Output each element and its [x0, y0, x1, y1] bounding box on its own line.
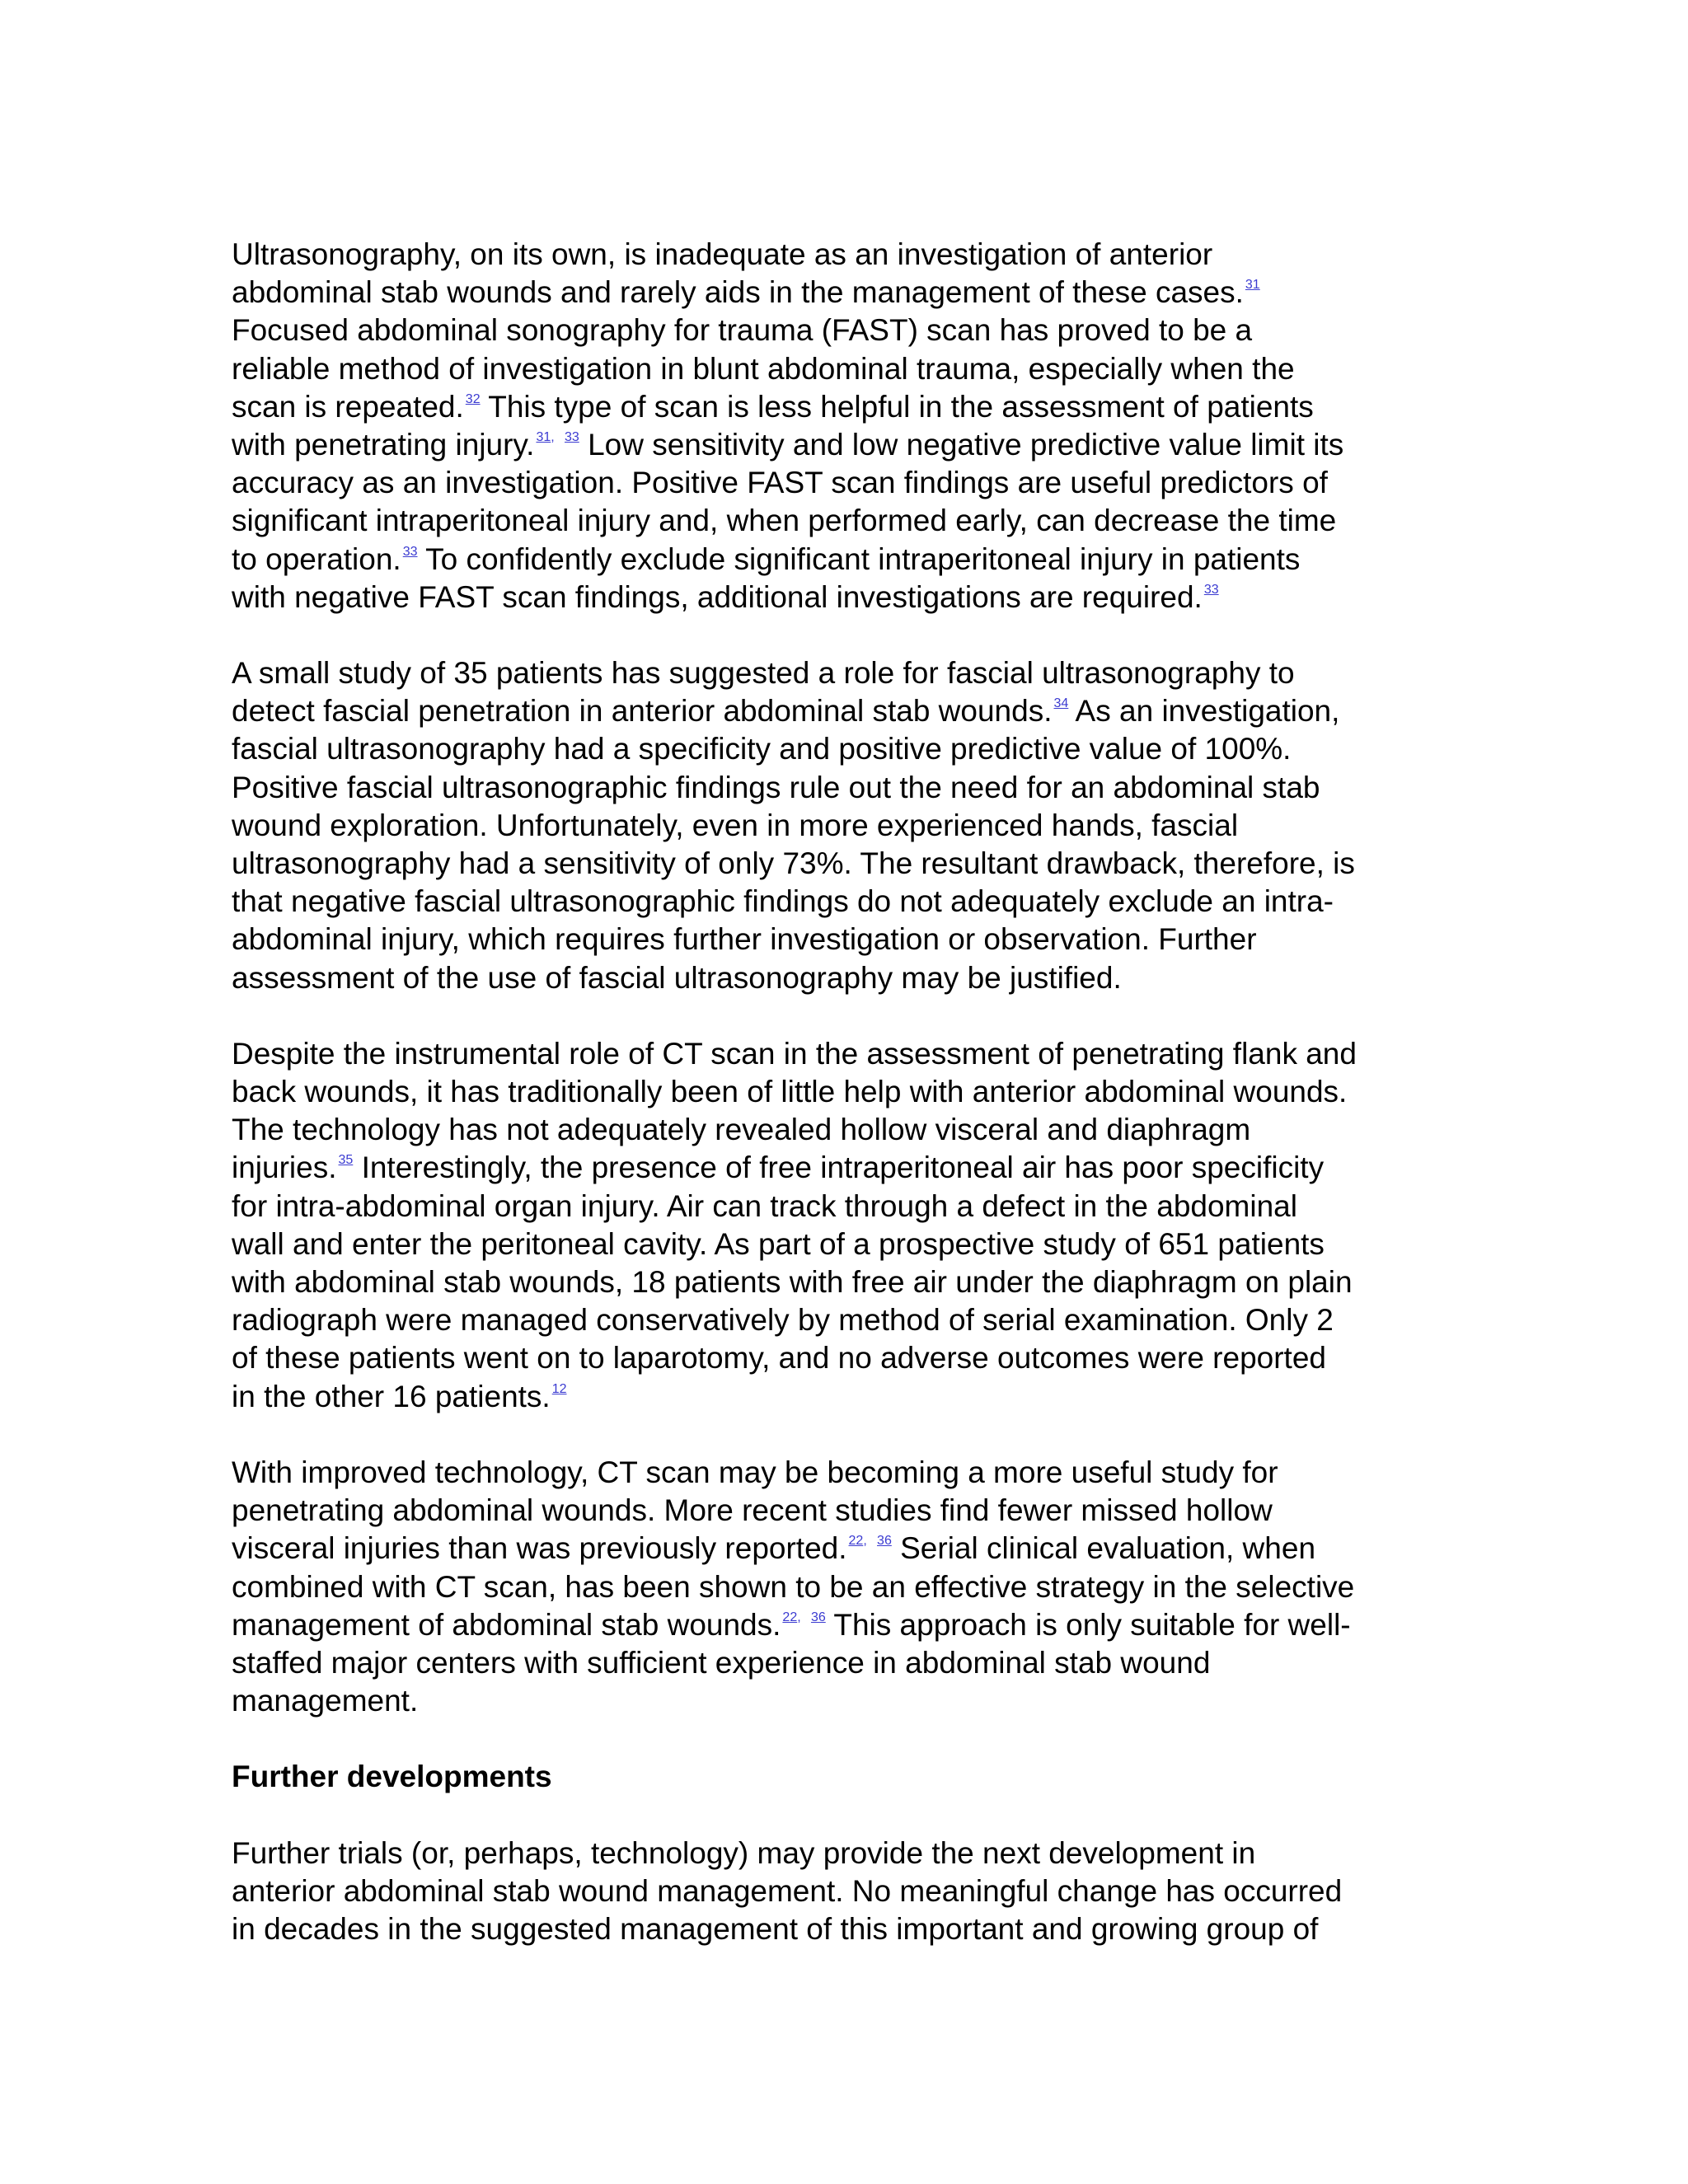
text-line: to operation. [232, 541, 401, 576]
text-line: As an investigation, [1075, 694, 1340, 729]
text-line: Positive fascial ultrasonographic findings rule out the need for an abdominal stab [232, 770, 1320, 804]
text-line: This type of scan is less helpful in the assessment of patients [488, 389, 1314, 424]
text-line: Further trials (or, perhaps, technology) may provide the next development in [232, 1835, 1256, 1870]
reference-link-32[interactable]: 32 [465, 391, 481, 406]
text-line: wall and enter the peritoneal cavity. As part of a prospective study of 651 patients [232, 1226, 1325, 1261]
text-line: management of abdominal stab wounds. [232, 1607, 781, 1642]
paragraph-spacer [232, 1416, 1468, 1454]
text-line: radiograph were managed conservatively by method of serial examination. Only 2 [232, 1303, 1334, 1338]
text-line: fascial ultrasonography had a specificity and positive predictive value of 100%. [232, 732, 1292, 766]
text-line: for intra-abdominal organ injury. Air can track through a defect in the abdominal [232, 1188, 1297, 1223]
text-line: with penetrating injury. [232, 428, 535, 462]
reference-link-22[interactable]: 22 [848, 1534, 864, 1549]
reference-link-33[interactable]: 33 [564, 430, 579, 445]
text-line: reliable method of investigation in blunt abdominal trauma, especially when the [232, 351, 1295, 386]
text-line: abdominal stab wounds and rarely aids in the management of these cases. [232, 275, 1244, 310]
text-line: accuracy as an investigation. Positive FAST scan findings are useful predictors of [232, 466, 1328, 500]
reference-link-33[interactable]: 33 [402, 544, 418, 559]
text-line: Despite the instrumental role of CT scan in the assessment of penetrating flank and [232, 1036, 1357, 1071]
reference-link-36[interactable]: 36 [877, 1534, 892, 1549]
paragraph-spacer [232, 1720, 1468, 1758]
paragraph-ct-scan [232, 1035, 1468, 1416]
text-line: assessment of the use of fascial ultrasonography may be justified. [232, 960, 1122, 995]
text-line: Focused abdominal sonography for trauma (FAST) scan has proved to be a [232, 313, 1253, 348]
text-line: anterior abdominal stab wound management. No meaningful change has occurred [232, 1873, 1343, 1908]
section-heading: Further developments [232, 1760, 552, 1794]
reference-link-31[interactable]: 31 [536, 430, 551, 445]
text-line: staffed major centers with sufficient experience in abdominal stab wound [232, 1645, 1211, 1680]
reference-link-12[interactable]: 12 [551, 1381, 567, 1396]
text-line: With improved technology, CT scan may be becoming a more useful study for [232, 1455, 1278, 1489]
text-line: combined with CT scan, has been shown to be an effective strategy in the selective [232, 1569, 1355, 1604]
text-line: detect fascial penetration in anterior abdominal stab wounds. [232, 694, 1053, 729]
text-line: wound exploration. Unfortunately, even in more experienced hands, fascial [232, 808, 1239, 842]
paragraph-ultrasonography [232, 236, 1468, 616]
paragraph-spacer [232, 1797, 1468, 1835]
text-line: Serial clinical evaluation, when [900, 1531, 1316, 1566]
text-line: of these patients went on to laparotomy, and no adverse outcomes were reported [232, 1341, 1326, 1376]
document-page [232, 236, 1468, 1948]
text-line: management. [232, 1684, 419, 1718]
text-line: in decades in the suggested management of this important and growing group of [232, 1911, 1319, 1946]
text-line: injuries. [232, 1151, 337, 1185]
reference-link-31[interactable]: 31 [1245, 278, 1260, 293]
reference-link-22[interactable]: 22 [782, 1610, 798, 1624]
text-line: Interestingly, the presence of free intraperitoneal air has poor specificity [361, 1151, 1325, 1185]
reference-link-34[interactable]: 34 [1053, 696, 1069, 711]
text-line: with abdominal stab wounds, 18 patients with free air under the diaphragm on plain [232, 1265, 1353, 1300]
text-line: The technology has not adequately revealed hollow visceral and diaphragm [232, 1113, 1251, 1147]
text-line: This approach is only suitable for well- [833, 1607, 1351, 1642]
paragraph-fascial-ultrasonography [232, 654, 1468, 997]
text-line: back wounds, it has traditionally been of little help with anterior abdominal wounds. [232, 1075, 1348, 1109]
text-line: A small study of 35 patients has suggested a role for fascial ultrasonography to [232, 656, 1295, 691]
text-line: that negative fascial ultrasonographic findings do not adequately exclude an intra- [232, 884, 1334, 919]
paragraph-improved-technology [232, 1454, 1468, 1720]
text-line: penetrating abdominal wounds. More recent studies find fewer missed hollow [232, 1493, 1273, 1528]
text-line: ultrasonography had a sensitivity of only 73%. The resultant drawback, therefore, is [232, 846, 1355, 881]
text-line: To confidently exclude significant intraperitoneal injury in patients [425, 541, 1301, 576]
reference-separator: , [797, 1610, 801, 1624]
paragraph-further-trials [232, 1835, 1468, 1949]
text-line: in the other 16 patients. [232, 1379, 551, 1413]
paragraph-spacer [232, 616, 1468, 654]
paragraph-spacer [232, 997, 1468, 1035]
reference-link-35[interactable]: 35 [338, 1153, 354, 1168]
text-line: Low sensitivity and low negative predictive value limit its [588, 428, 1344, 462]
text-line: Ultrasonography, on its own, is inadequate as an investigation of anterior [232, 237, 1213, 271]
text-line: abdominal injury, which requires further investigation or observation. Further [232, 922, 1257, 957]
reference-separator: , [551, 430, 555, 445]
text-line: with negative FAST scan findings, additional investigations are required. [232, 579, 1203, 614]
reference-separator: , [863, 1534, 867, 1549]
reference-link-36[interactable]: 36 [810, 1610, 826, 1624]
text-line: visceral injuries than was previously reported. [232, 1531, 847, 1566]
reference-link-33[interactable]: 33 [1203, 582, 1219, 597]
text-line: significant intraperitoneal injury and, when performed early, can decrease the time [232, 504, 1337, 538]
text-line: scan is repeated. [232, 389, 464, 424]
